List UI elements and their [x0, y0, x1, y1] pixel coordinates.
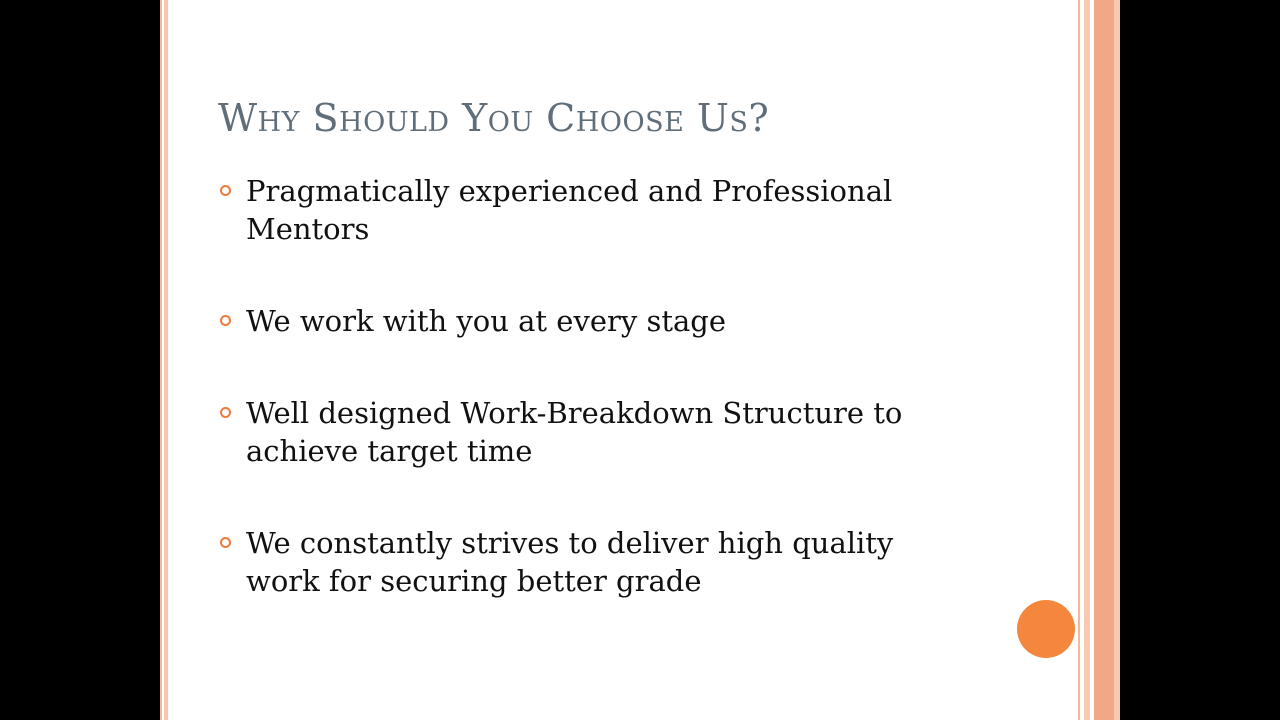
bullet-text: We work with you at every stage: [246, 304, 727, 338]
hollow-circle-bullet-icon: [220, 315, 231, 326]
bullet-item: [216, 394, 936, 470]
slide: [160, 0, 1120, 720]
bullet-item: [216, 172, 936, 248]
bullet-list: [216, 172, 936, 600]
bullet-text: We constantly strives to deliver high quality work for securing better grade: [246, 526, 894, 598]
hollow-circle-bullet-icon: [220, 185, 231, 196]
bullet-item: [216, 302, 936, 340]
hollow-circle-bullet-icon: [220, 537, 231, 548]
left-decorative-border: [160, 0, 170, 720]
orange-circle-icon: [1017, 600, 1075, 658]
slide-title: Why Should You Choose Us?: [218, 96, 770, 140]
hollow-circle-bullet-icon: [220, 407, 231, 418]
bullet-item: [216, 524, 936, 600]
bullet-text: Well designed Work-Breakdown Structure to achieve target time: [246, 396, 903, 468]
bullet-text: Pragmatically experienced and Professional Mentors: [246, 174, 893, 246]
right-decorative-border: [1074, 0, 1120, 720]
